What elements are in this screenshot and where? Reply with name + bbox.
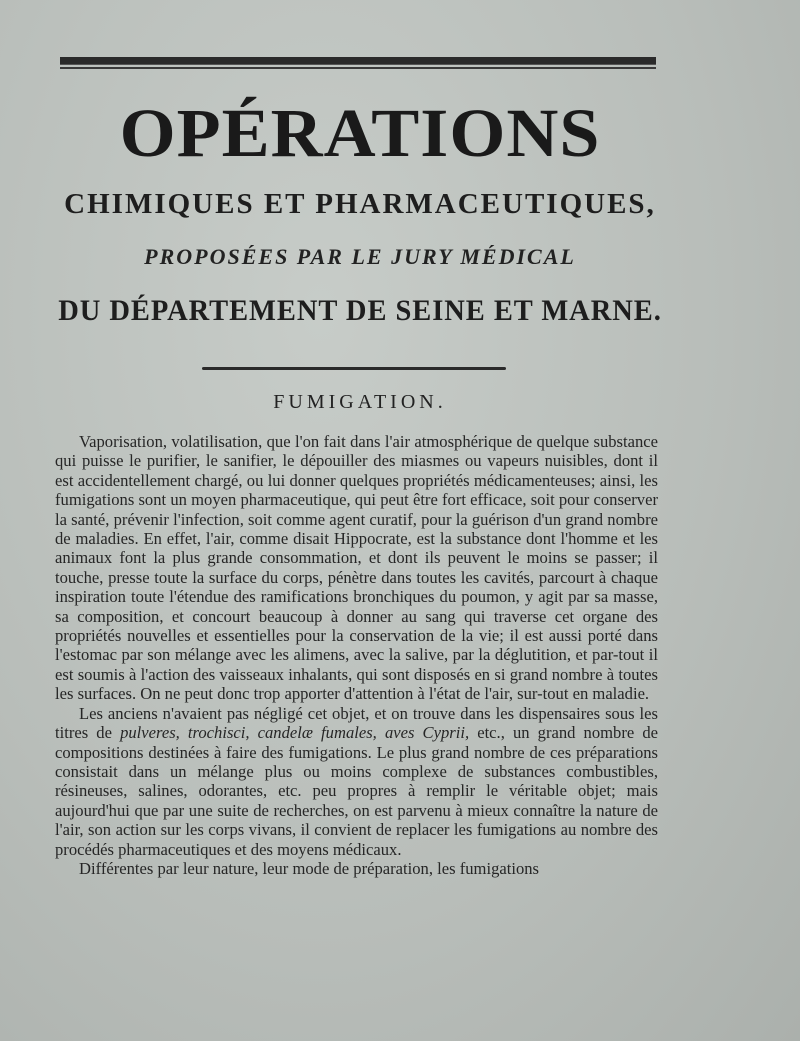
paragraph-2-start: Les anciens n'avaient pas négligé cet objet, et on trouve dans les dispensaires sous les titres de xyxy=(55,703,658,743)
paragraph-2 xyxy=(55,704,658,859)
top-ornamental-rule xyxy=(60,57,656,65)
document-subtitle: CHIMIQUES ET PHARMACEUTIQUES, xyxy=(64,188,656,220)
paragraph-1: Vaporisation, volatilisation, que l'on fait dans l'air atmosphérique de quelque substance qui puisse le purifier, le sanifier, le dépouiller des miasmes ou vapeurs nuisibles, dont il est accidentellement chargé, ou lui donner quelques propriétés médicamenteuses; ainsi, les fumigations sont un moyen pharmaceutique, qui peut être fort efficace, soit pour conserver la santé, prévenir l'infection, soit comme agent curatif, pour la guérison d'un grand nombre de maladies. En effet, l'air, comme disait Hippocrate, est la substance dont l'homme et les animaux font la plus grande consommation, et dont ils peuvent le moins se passer; il touche, presse toute la surface du corps, pénètre dans toutes les cavités, parcourt à chaque inspiration toute l'étendue des ramifications bronchiques du poumon, y agit par sa masse, sa composition, et concourt beaucoup à donner au sang qui traverse cet organe des propriétés nouvelles et essentielles pour la conservation de la vie; il est aussi porté dans l'estomac par son mélange avec les alimens, avec la salive, par la déglutition, et par-tout il est soumis à l'action des vaisseaux inhalants, qui sont disposés en si grand nombre à toutes les surfaces. On ne peut donc trop apporter d'attention à l'état de l'air, sur-tout en maladie. xyxy=(55,432,658,704)
department-line: DU DÉPARTEMENT DE SEINE ET MARNE. xyxy=(58,294,662,327)
section-divider xyxy=(202,367,506,370)
top-thin-rule xyxy=(60,67,656,69)
section-heading: FUMIGATION. xyxy=(273,391,447,413)
paragraph-2-latin-terms: pulveres, trochisci, candelæ fumales, aves Cyprii, xyxy=(120,723,470,743)
document-title: OPÉRATIONS xyxy=(119,95,601,172)
paragraph-2-end: etc., un grand nombre de compositions destinées à faire des fumigations. Le plus grand nombre de ces préparations consistait dans un mélange plus ou moins complexe de substances combustibles, résineuses, salines, odorantes, etc. peu propres à remplir le véritable objet; mais aujourd'hui que par une suite de recherches, on est parvenu à mieux connaître la nature de l'air, son action sur les corps vivans, il convient de replacer les fumigations au nombre des procédés pharmaceutiques et des moyens médicaux. xyxy=(55,723,659,859)
body-text xyxy=(55,432,658,878)
paragraph-3: Différentes par leur nature, leur mode de préparation, les fumigations xyxy=(79,858,539,878)
proposed-by-line: PROPOSÉES PAR LE JURY MÉDICAL xyxy=(144,244,576,269)
